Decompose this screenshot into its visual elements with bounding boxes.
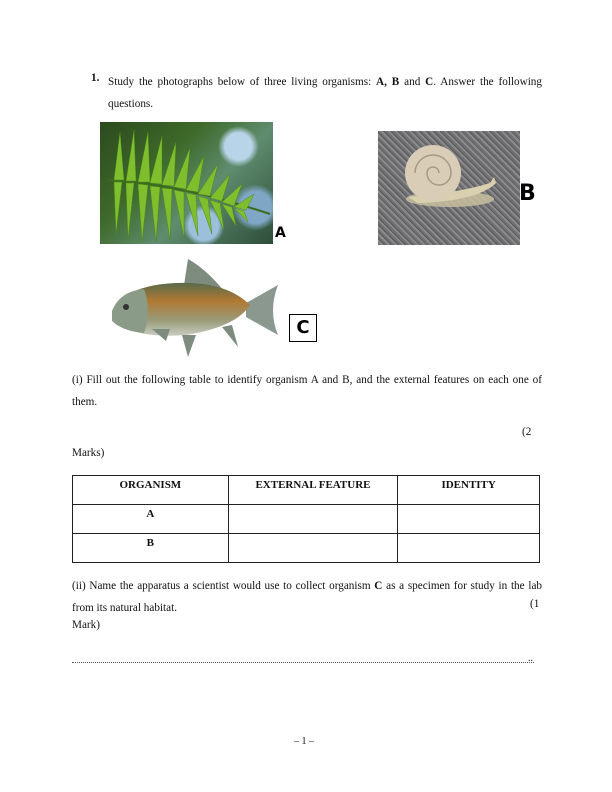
organism-cell: A (73, 505, 229, 534)
part-i-marks-open: (2 (522, 426, 532, 438)
external-feature-answer-cell[interactable] (228, 534, 398, 563)
question-labels-ab: A, B (376, 76, 400, 88)
part-ii-question (72, 576, 542, 619)
question-text (108, 72, 542, 115)
fish-icon (106, 255, 284, 360)
table-row (73, 505, 540, 534)
question-label-c: C (425, 76, 434, 88)
snail-photo (378, 131, 520, 245)
figure-label-c: C (289, 314, 317, 342)
part-i-marks-close: Marks) (72, 447, 105, 459)
column-header-external-feature: EXTERNAL FEATURE (228, 476, 398, 505)
fern-frond-icon (100, 122, 273, 244)
answer-line-end: .. (528, 653, 533, 664)
identity-answer-cell[interactable] (398, 534, 540, 563)
column-header-identity: IDENTITY (398, 476, 540, 505)
external-feature-answer-cell[interactable] (228, 505, 398, 534)
question-text-end: . Answer the following questions. (108, 76, 542, 110)
figure-label-a: A (275, 225, 286, 241)
table-header-row (73, 476, 540, 505)
question-text-and: and (399, 76, 426, 88)
part-ii-marks-close: Mark) (72, 619, 100, 631)
page-number: – 1 – (294, 736, 314, 747)
part-ii-text-end: as a specimen for study in the lab from its natural habitat. (72, 580, 542, 614)
column-header-organism: ORGANISM (73, 476, 229, 505)
answer-line[interactable] (72, 662, 534, 663)
part-ii-organism-c: C (374, 580, 383, 592)
part-i-instruction: (i) Fill out the following table to identify organism A and B, and the external features on each one of them. (72, 374, 542, 408)
part-ii-text-start: (ii) Name the apparatus a scientist would use to collect organism (72, 580, 375, 592)
organism-cell: B (73, 534, 229, 563)
question-text-start: Study the photographs below of three living organisms: (108, 76, 377, 88)
snail-icon (378, 131, 520, 245)
fish-illustration (106, 255, 284, 360)
identity-answer-cell[interactable] (398, 505, 540, 534)
fern-photo (100, 122, 273, 244)
figure-label-b: B (519, 181, 536, 206)
table-row (73, 534, 540, 563)
answer-table (72, 475, 540, 563)
part-ii-marks-open: (1 (530, 598, 540, 610)
question-number: 1. (91, 72, 100, 84)
